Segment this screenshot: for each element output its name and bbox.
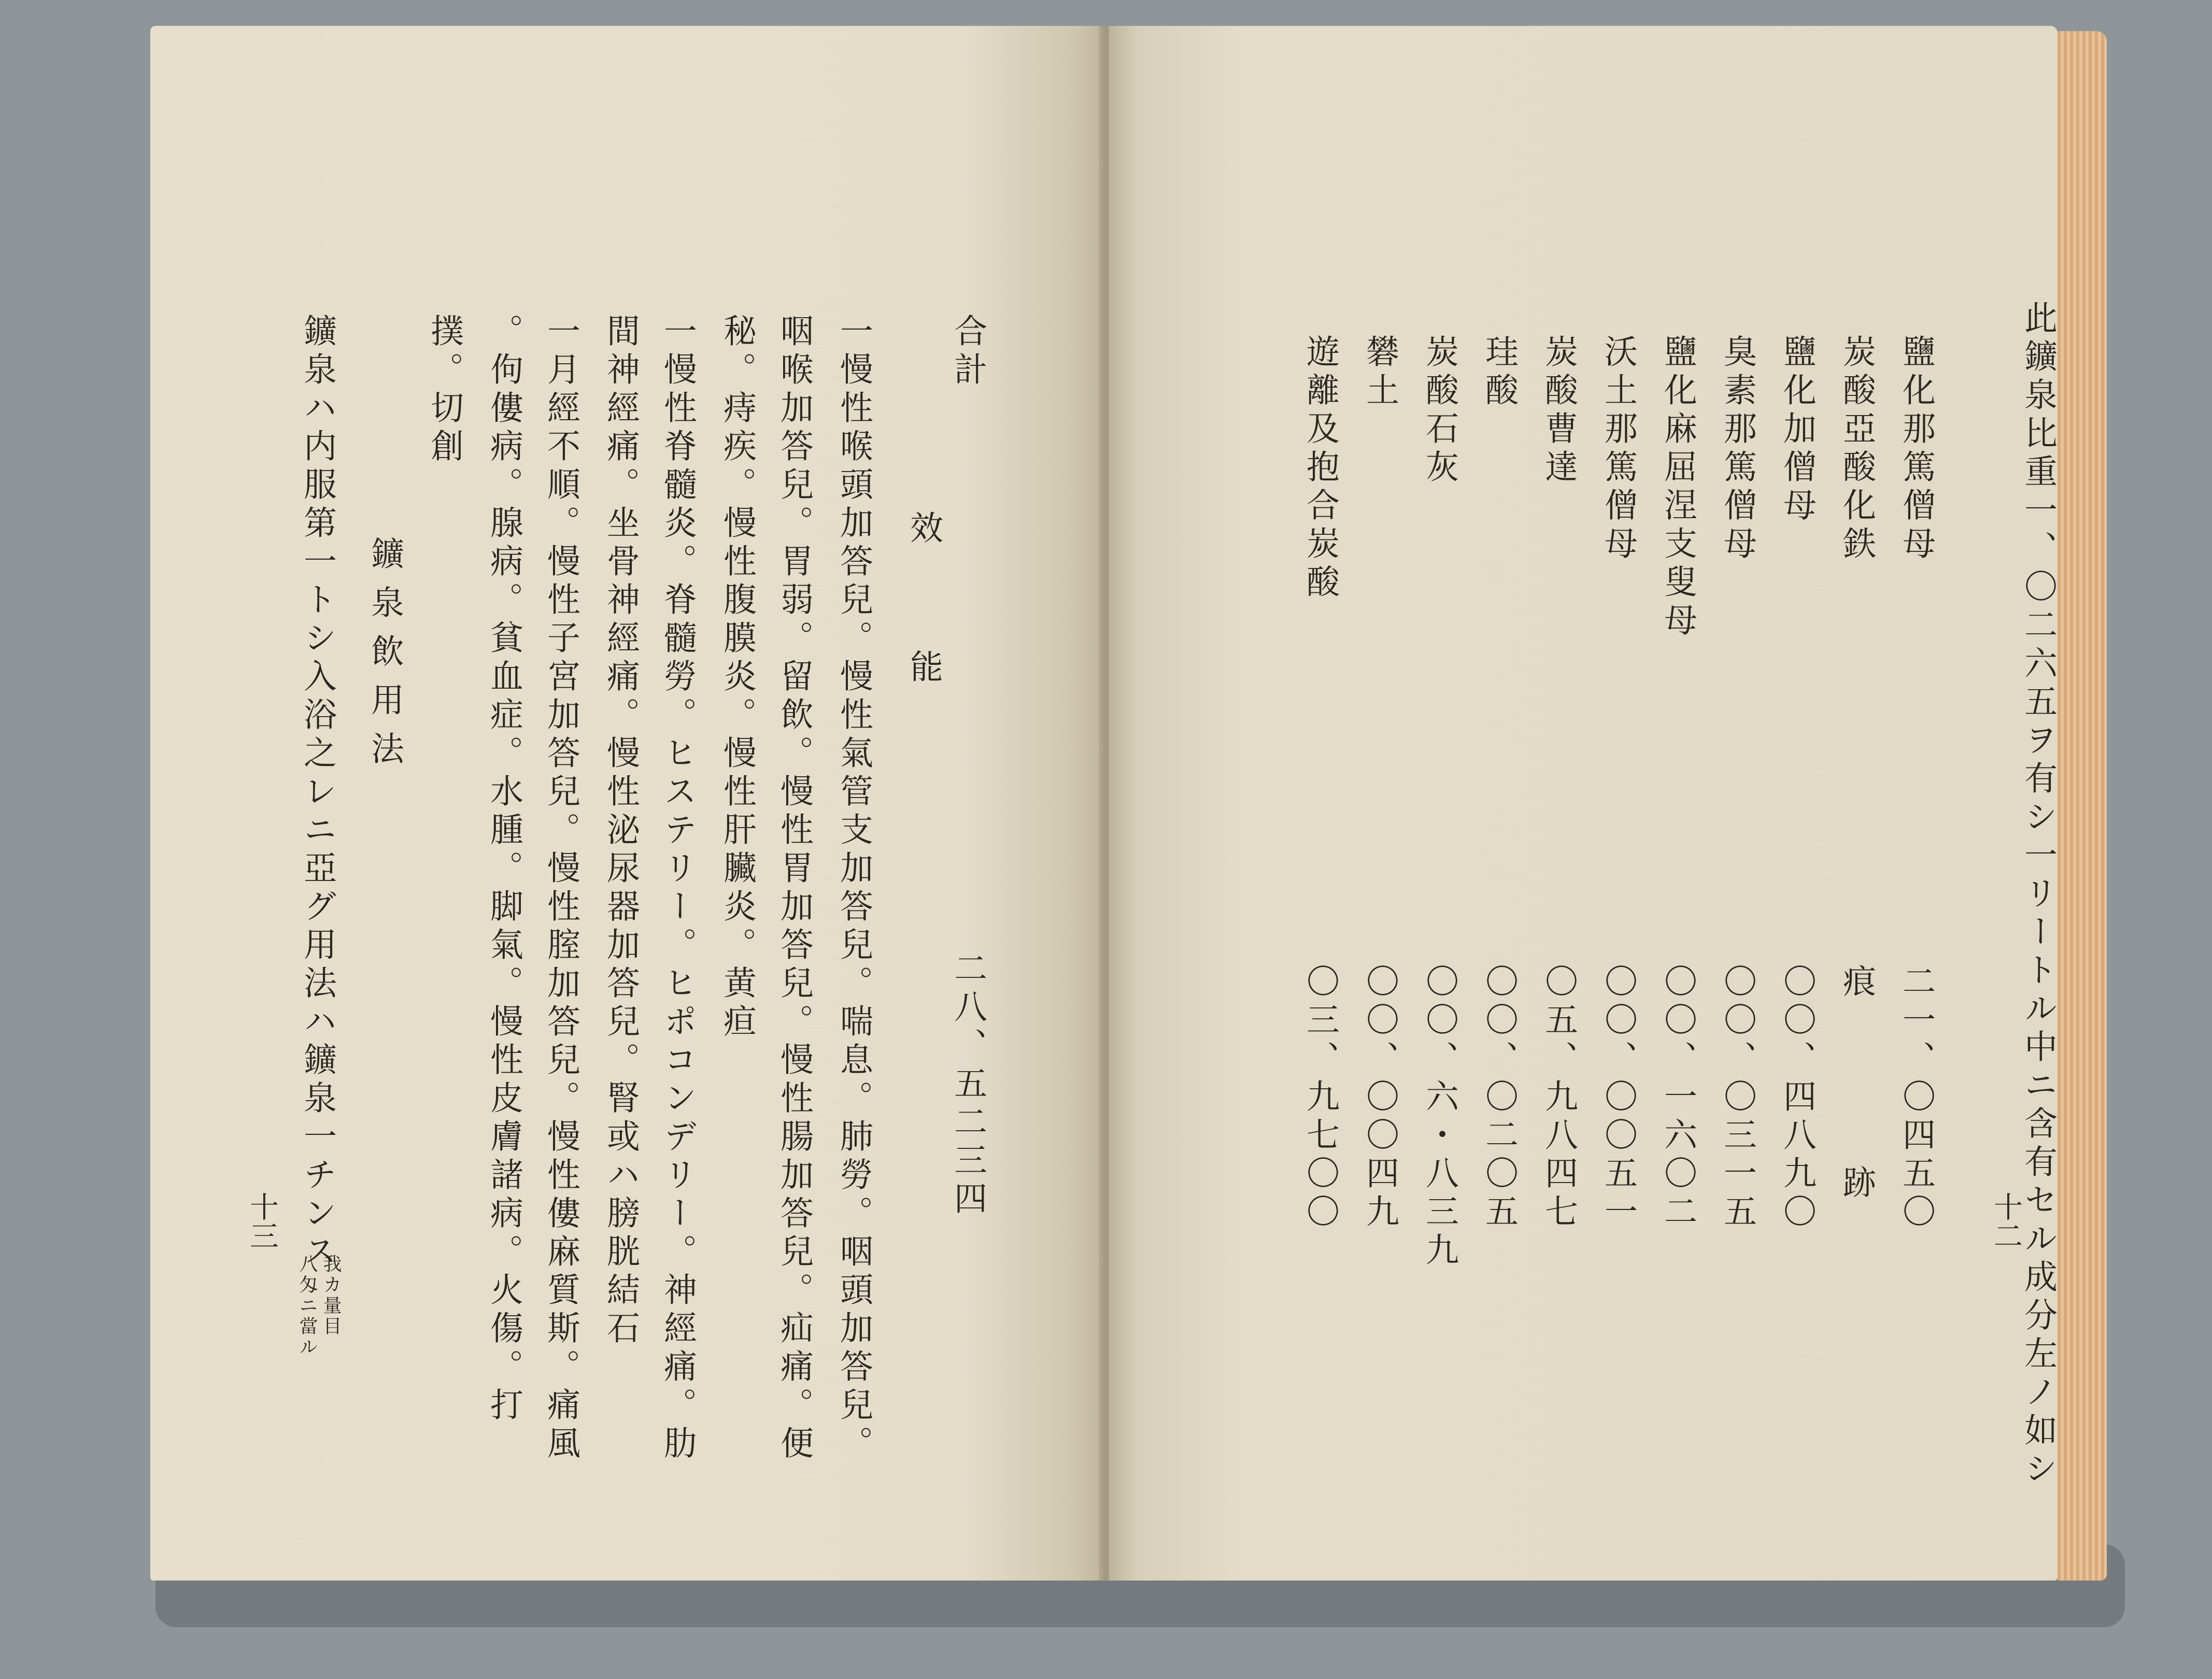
usage-line: 鑛泉ハ内服第一トシ入浴之レニ亞グ用法ハ鑛泉一チンス — [298, 314, 336, 1272]
total-value: 二八、五二三四 — [948, 951, 987, 1219]
component-value-1: 二一、〇四五〇 — [1897, 964, 1935, 1232]
component-value-9: 〇〇、六・八三九 — [1420, 964, 1458, 1271]
component-value-5: 〇〇、一六〇二 — [1658, 964, 1697, 1232]
efficacy-line-1: 一慢性喉頭加答兒。慢性氣管支加答兒。喘息。肺勞。咽頭加答兒。 — [834, 314, 873, 1464]
component-value-7: 〇五、九八四七 — [1539, 964, 1578, 1232]
efficacy-line-6: 一月經不順。慢性子宮加答兒。慢性腟加答兒。慢性僂麻質斯。痛風 — [542, 314, 580, 1464]
right-folio: 十二 — [1989, 1192, 2023, 1250]
efficacy-line-7: 。佝僂病。腺病。貧血症。水腫。脚氣。慢性皮膚諸病。火傷。打 — [485, 314, 523, 1426]
efficacy-line-5: 間神經痛。坐骨神經痛。慢性泌尿器加答兒。腎或ハ膀胱結石 — [601, 314, 640, 1349]
component-value-10: 〇〇、〇〇四九 — [1360, 964, 1399, 1232]
component-value-6: 〇〇、〇〇五一 — [1599, 964, 1637, 1232]
right-page — [1109, 26, 2058, 1581]
component-name-5: 鹽化麻屈涅支叟母 — [1658, 334, 1697, 641]
component-name-3: 鹽化加僧母 — [1778, 334, 1816, 526]
efficacy-line-8: 撲。切創 — [425, 314, 463, 467]
page-edges — [2058, 31, 2107, 1581]
left-folio: 十三 — [245, 1192, 279, 1250]
component-name-2: 炭酸亞酸化鉄 — [1837, 334, 1876, 564]
open-book — [150, 26, 2099, 1591]
usage-title: 鑛泉飲用法 — [365, 536, 404, 780]
component-name-11: 遊離及抱合炭酸 — [1301, 334, 1339, 603]
component-name-7: 炭酸曹達 — [1539, 334, 1578, 488]
component-value-4: 〇〇、〇三一五 — [1718, 964, 1756, 1232]
component-name-4: 臭素那篤僧母 — [1718, 334, 1756, 564]
usage-note-1: 我カ量目 — [320, 1254, 342, 1337]
section-title: 效 能 — [904, 510, 943, 719]
component-value-2: 痕 跡 — [1837, 964, 1876, 1265]
header-line: 此鑛泉比重一、〇二六五ヲ有シ一リートル中ニ含有セル成分左ノ如シ — [2019, 301, 2057, 1489]
component-value-3: 〇〇、四八九〇 — [1778, 964, 1816, 1232]
component-name-1: 鹽化那篤僧母 — [1897, 334, 1935, 564]
total-label: 合計 — [948, 314, 987, 390]
efficacy-line-2: 咽喉加答兒。胃弱。留飲。慢性胃加答兒。慢性腸加答兒。疝痛。便 — [775, 314, 813, 1464]
component-name-9: 炭酸石灰 — [1420, 334, 1458, 488]
component-name-10: 礬土 — [1360, 334, 1399, 411]
component-name-8: 珪酸 — [1480, 334, 1518, 411]
efficacy-line-3: 秘。痔疾。慢性腹膜炎。慢性肝臟炎。黄疸 — [718, 314, 756, 1042]
component-value-8: 〇〇、〇二〇五 — [1480, 964, 1518, 1232]
usage-note-2: 八匁ニ當ル — [296, 1254, 318, 1358]
left-page — [150, 26, 1104, 1581]
efficacy-line-4: 一慢性脊髓炎。脊髓勞。ヒステリー。ヒポコンデリー。神經痛。肋 — [658, 314, 697, 1464]
component-name-6: 沃土那篤僧母 — [1599, 334, 1637, 564]
component-value-11: 〇三、九七〇〇 — [1301, 964, 1339, 1232]
